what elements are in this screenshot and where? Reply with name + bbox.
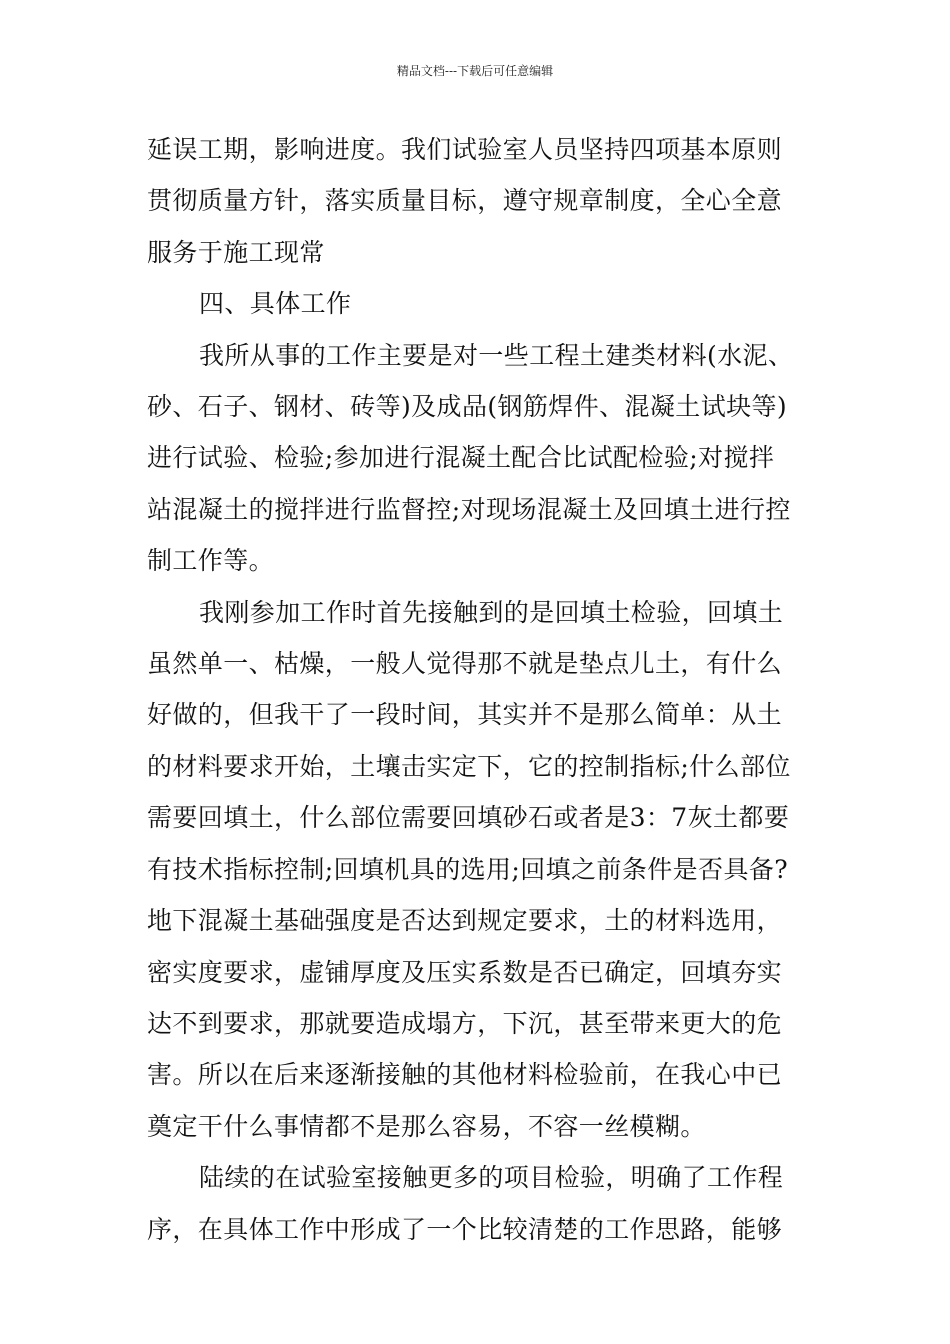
text-line: 砂、石子、钢材、砖等)及成品(钢筋焊件、混凝土试块等) xyxy=(147,392,788,422)
text-line: 害。所以在后来逐渐接触的其他材料检验前，在我心中已 xyxy=(147,1060,783,1090)
paragraph-4 xyxy=(147,1152,807,1255)
text-line: 序，在具体工作中形成了一个比较清楚的工作思路，能够 xyxy=(147,1214,783,1244)
text-line: 的材料要求开始，土壤击实定下，它的控制指标;什么部位 xyxy=(147,751,791,781)
text-line: 我刚参加工作时首先接触到的是回填土检验，回填土 xyxy=(199,597,784,627)
text-line: 站混凝土的搅拌进行监督控;对现场混凝土及回填土进行控 xyxy=(147,494,791,524)
text-line: 陆续的在试验室接触更多的项目检验，明确了工作程 xyxy=(199,1163,784,1193)
paragraph-2 xyxy=(147,330,807,587)
text-line: 服务于施工现常 xyxy=(147,237,325,267)
section-heading-text: 四、具体工作 xyxy=(199,289,352,319)
paragraph-1 xyxy=(147,124,807,278)
document-body xyxy=(147,124,807,1255)
text-line: 有技术指标控制;回填机具的选用;回填之前条件是否具备? xyxy=(147,854,789,884)
text-line: 我所从事的工作主要是对一些工程土建类材料(水泥、 xyxy=(199,340,794,370)
text-line: 延误工期，影响进度。我们试验室人员坚持四项基本原则 xyxy=(147,135,783,164)
page-header: 精品文档---下载后可任意编辑 xyxy=(396,64,554,78)
text-line: 需要回填土，什么部位需要回填砂石或者是3：7灰土都要 xyxy=(147,803,790,833)
text-line: 虽然单一、枯燥，一般人觉得那不就是垫点儿土，有什么 xyxy=(147,649,783,679)
text-line: 奠定干什么事情都不是那么容易，不容一丝模糊。 xyxy=(147,1111,706,1141)
text-line: 制工作等。 xyxy=(147,546,275,576)
text-line: 好做的，但我干了一段时间，其实并不是那么简单：从土 xyxy=(147,700,783,730)
text-line: 进行试验、检验;参加进行混凝土配合比试配检验;对搅拌 xyxy=(147,443,775,473)
text-line: 地下混凝土基础强度是否达到规定要求，土的材料选用， xyxy=(147,906,783,936)
text-line: 贯彻质量方针，落实质量目标，遵守规章制度，全心全意 xyxy=(147,186,783,216)
text-line: 达不到要求，那就要造成塌方，下沉，甚至带来更大的危 xyxy=(147,1008,783,1038)
section-heading xyxy=(147,278,807,329)
text-line: 密实度要求，虚铺厚度及压实系数是否已确定，回填夯实 xyxy=(147,957,783,987)
paragraph-3 xyxy=(147,587,807,1152)
